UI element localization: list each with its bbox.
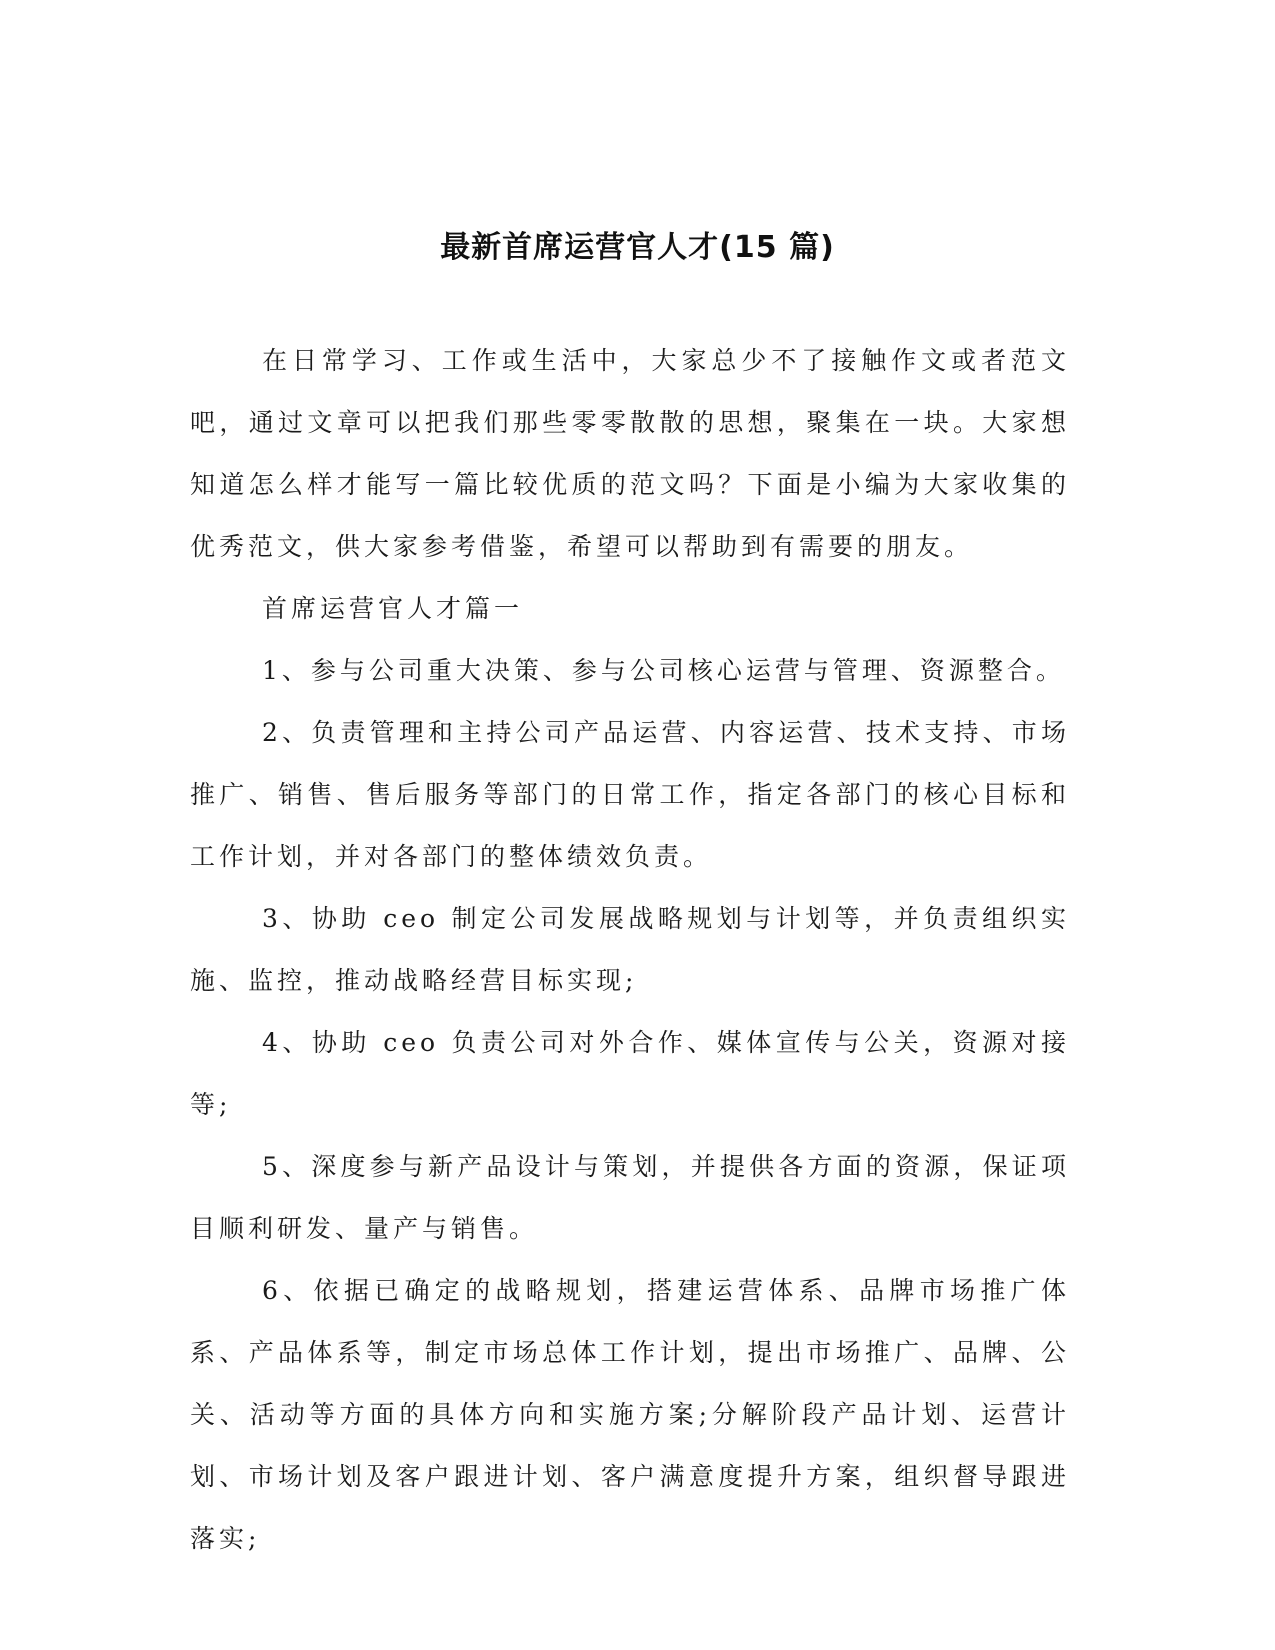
intro-paragraph: 在日常学习、工作或生活中，大家总少不了接触作文或者范文吧，通过文章可以把我们那些零零散散的思想，聚集在一块。大家想知道怎么样才能写一篇比较优质的范文吗？下面是小编为大家收集的优秀范文，供大家参考借鉴，希望可以帮助到有需要的朋友。 xyxy=(190,346,1070,561)
list-item-5: 5、深度参与新产品设计与策划，并提供各方面的资源，保证项目顺利研发、量产与销售。 xyxy=(190,1152,1070,1243)
document-title: 最新首席运营官人才(15 篇) xyxy=(440,230,835,266)
list-item-3: 3、协助 ceo 制定公司发展战略规划与计划等，并负责组织实施、监控，推动战略经营目标实现; xyxy=(190,904,1070,995)
list-item-2: 2、负责管理和主持公司产品运营、内容运营、技术支持、市场推广、销售、售后服务等部门的日常工作，指定各部门的核心目标和工作计划，并对各部门的整体绩效负责。 xyxy=(190,718,1070,871)
document-body xyxy=(190,330,1070,1570)
list-item-1: 1、参与公司重大决策、参与公司核心运营与管理、资源整合。 xyxy=(262,656,1065,685)
section-heading: 首席运营官人才篇一 xyxy=(262,594,524,623)
list-item-4: 4、协助 ceo 负责公司对外合作、媒体宣传与公关，资源对接等; xyxy=(190,1028,1070,1119)
list-item-6: 6、依据已确定的战略规划，搭建运营体系、品牌市场推广体系、产品体系等，制定市场总体工作计划，提出市场推广、品牌、公关、活动等方面的具体方向和实施方案;分解阶段产品计划、运营计划、市场计划及客户跟进计划、客户满意度提升方案，组织督导跟进落实; xyxy=(190,1276,1070,1553)
